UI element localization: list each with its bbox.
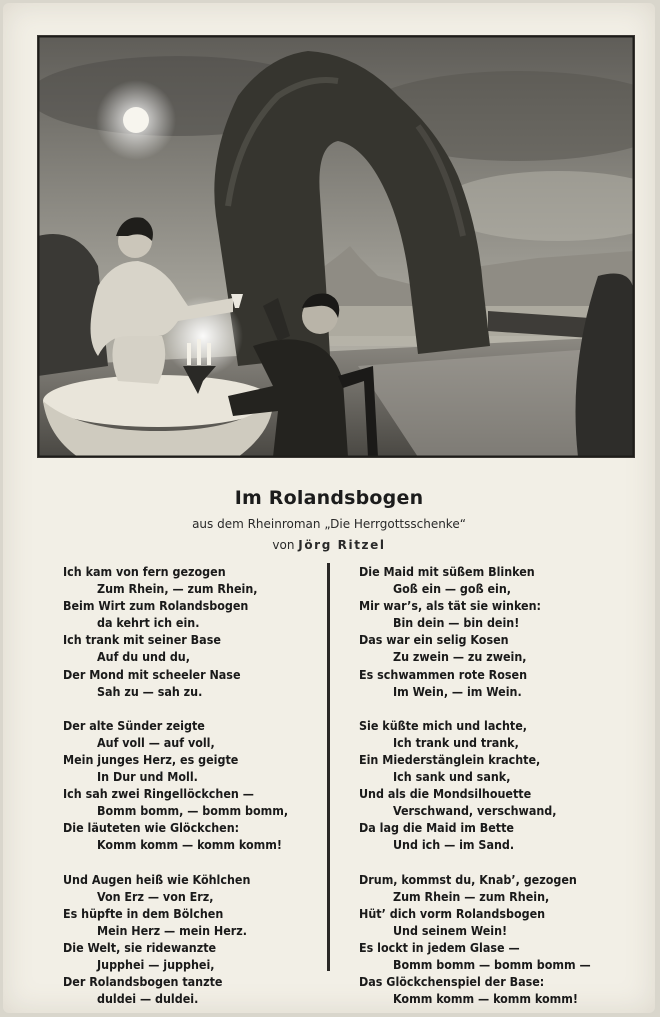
poem-line: Auf voll — auf voll, bbox=[97, 734, 215, 750]
poem-line: Die Welt, sie ridewanzte bbox=[63, 939, 217, 955]
poem-line: Und seinem Wein! bbox=[393, 922, 508, 938]
poem-author bbox=[3, 538, 655, 552]
poem-line: Das Glöckchenspiel der Base: bbox=[359, 974, 545, 990]
stanza bbox=[359, 871, 629, 1008]
poem-line: Ich kam von fern gezogen bbox=[63, 564, 226, 579]
stanza bbox=[359, 717, 629, 854]
poem-line: Mein junges Herz, es geigte bbox=[63, 751, 239, 767]
poem-line: Komm komm — komm komm! bbox=[393, 991, 578, 1007]
moon bbox=[123, 107, 149, 133]
poem-line: Sah zu — sah zu. bbox=[97, 683, 203, 699]
poem-line: Ich sah zwei Ringellöckchen — bbox=[63, 786, 254, 802]
poem-line: Es lockt in jedem Glase — bbox=[359, 939, 520, 955]
poem-line: Hüt’ dich vorm Rolandsbogen bbox=[359, 905, 546, 921]
poem-subtitle: aus dem Rheinroman „Die Herrgottsschenke“ bbox=[192, 517, 466, 531]
illustration-picture bbox=[37, 35, 635, 458]
poem-line: Und ich — im Sand. bbox=[393, 837, 515, 853]
poem-line: Bomm bomm — bomm bomm — bbox=[393, 956, 591, 972]
stanza-gap bbox=[359, 854, 629, 871]
poem-line: Die läuteten wie Glöckchen: bbox=[63, 820, 240, 836]
moonlit-ruin-scene bbox=[38, 36, 634, 457]
poem-line: Ich trank und trank, bbox=[393, 734, 519, 750]
poem-line: In Dur und Moll. bbox=[97, 769, 198, 785]
poem-line: Zum Rhein — zum Rhein, bbox=[393, 888, 550, 904]
poem-line: Mir war’s, als tät sie winken: bbox=[359, 598, 542, 614]
poem-line: Auf du und du, bbox=[97, 649, 190, 665]
poem-line: Ich sank und sank, bbox=[393, 769, 511, 785]
poem-line: Im Wein, — im Wein. bbox=[393, 683, 522, 699]
author-prefix: von bbox=[272, 538, 299, 552]
poem-line: Bin dein — bin dein! bbox=[393, 615, 520, 631]
poem-line: Sie küßte mich und lachte, bbox=[359, 717, 528, 733]
poem-column-right bbox=[359, 563, 629, 1007]
stanza-gap bbox=[63, 700, 333, 717]
poem-line: Es schwammen rote Rosen bbox=[359, 666, 528, 682]
poem-line: Verschwand, verschwand, bbox=[393, 803, 557, 819]
postcard bbox=[3, 3, 655, 1013]
poem-line: Der alte Sünder zeigte bbox=[63, 717, 205, 733]
author-name: Jörg Ritzel bbox=[298, 538, 386, 552]
stanza-gap bbox=[63, 854, 333, 871]
poem-line: Zu zwein — zu zwein, bbox=[393, 649, 527, 665]
poem-line: Komm komm — komm komm! bbox=[97, 837, 282, 853]
poem-line: duldei — duldei. bbox=[97, 991, 199, 1007]
stanza bbox=[63, 871, 333, 1008]
stanza bbox=[63, 563, 333, 700]
poem-line: Das war ein selig Kosen bbox=[359, 632, 509, 648]
stanza bbox=[359, 563, 629, 700]
poem-title: Im Rolandsbogen bbox=[234, 487, 424, 509]
poem-line: Da lag die Maid im Bette bbox=[359, 820, 514, 836]
stanza-gap bbox=[359, 700, 629, 717]
poem-line: Beim Wirt zum Rolandsbogen bbox=[63, 598, 249, 614]
column-divider bbox=[327, 563, 330, 971]
poem-line: Die Maid mit süßem Blinken bbox=[359, 564, 535, 579]
stanza bbox=[63, 717, 333, 854]
poem-line: Und als die Mondsilhouette bbox=[359, 786, 532, 802]
poem-line: Der Mond mit scheeler Nase bbox=[63, 666, 241, 682]
poem-line: Mein Herz — mein Herz. bbox=[97, 922, 248, 938]
poem-line: Und Augen heiß wie Köhlchen bbox=[63, 871, 251, 887]
poem-line: Zum Rhein, — zum Rhein, bbox=[97, 581, 258, 597]
poem-line: Ich trank mit seiner Base bbox=[63, 632, 221, 648]
poem-line: Es hüpfte in dem Bölchen bbox=[63, 905, 224, 921]
poem-line: Bomm bomm, — bomm bomm, bbox=[97, 803, 289, 819]
poem-line: Goß ein — goß ein, bbox=[393, 581, 512, 597]
poem-line: Der Rolandsbogen tanzte bbox=[63, 974, 223, 990]
poem-line: da kehrt ich ein. bbox=[97, 615, 200, 631]
poem-line: Jupphei — jupphei, bbox=[97, 956, 215, 972]
poem-line: Ein Miederstänglein krachte, bbox=[359, 751, 541, 767]
poem-line: Drum, kommst du, Knab’, gezogen bbox=[359, 871, 577, 887]
poem-line: Von Erz — von Erz, bbox=[97, 888, 214, 904]
poem-column-left bbox=[63, 563, 333, 1007]
